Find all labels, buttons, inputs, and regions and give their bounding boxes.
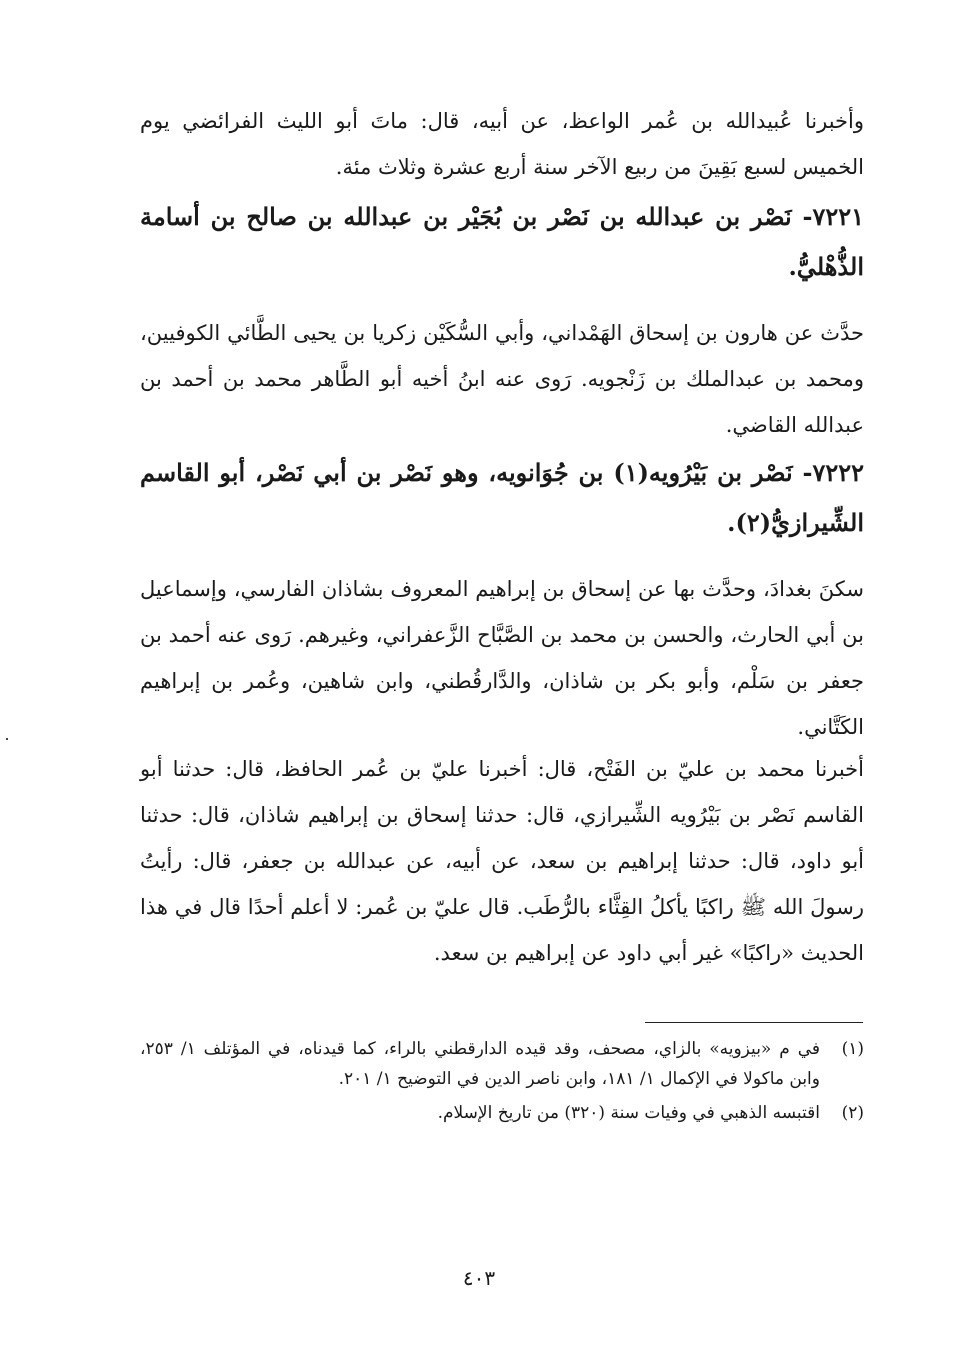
paragraph-death-report: وأخبرنا عُبيدالله بن عُمر الواعظ، عن أبيه، قال: ماتَ أبو الليث الفرائضي يوم الخميس لسبع بَقِينَ من ربيع الآخر سنة أربع عشرة وثلاث مئة. [140, 109, 864, 179]
footnote-separator [645, 1022, 863, 1023]
paragraph-entry-7222-body: سكنَ بغدادَ، وحدَّث بها عن إسحاق بن إبراهيم المعروف بشاذان الفارسي، وإسماعيل بن أبي الحارث، والحسن بن محمد بن الصَّبَّاح الزَّعفراني، وغيرهم. رَوى عنه أحمد بن جعفر بن سَلْم، وأبو بكر بن شاذان، والدَّارقُطني، وابن شاهين، وعُمر بن إبراهيم الكَتَّاني. [140, 577, 864, 739]
margin-mark [6, 738, 8, 740]
footnote-2-text: اقتبسه الذهبي في وفيات سنة (٣٢٠) من تاريخ الإسلام. [437, 1103, 820, 1123]
footnote-2-number: (٢) [841, 1103, 864, 1123]
paragraph-entry-7221-body: حدَّث عن هارون بن إسحاق الهَمْداني، وأبي السُّكَيْن زكريا بن يحيى الطَّائي الكوفيين، ومحمد بن عبدالملك بن زَنْجويه. رَوى عنه ابنُ أخيه أبو الطَّاهر محمد بن أحمد بن عبدالله القاضي. [140, 321, 864, 437]
page-number: ٤٠٣ [462, 1266, 496, 1290]
footnote-1-number: (١) [841, 1039, 864, 1059]
entry-heading-7221: ٧٢٢١- نَصْر بن عبدالله بن نَصْر بن بُجَيْر بن عبدالله بن صالح بن أسامة الذُّهْليُّ. [140, 202, 864, 281]
paragraph-hadith-report: أخبرنا محمد بن عليّ بن الفَتْح، قال: أخبرنا عليّ بن عُمر الحافظ، قال: حدثنا أبو القاسم نَصْر بن بَيْرُويه الشِّيرازي، قال: حدثنا إسحاق بن إبراهيم شاذان، قال: حدثنا أبو داود، قال: حدثنا إبراهيم بن سعد، عن أبيه، عن عبدالله بن جعفر، قال: رأيتُ رسولَ الله ﷺ راكبًا يأكلُ القِثَّاء بالرُّطَب. قال عليّ بن عُمر: لا أعلم أحدًا قال في هذا الحديث «راكبًا» غير أبي داود عن إبراهيم بن سعد. [140, 757, 864, 965]
entry-heading-7222: ٧٢٢٢- نَصْر بن بَيْرُويه(١) بن جُوَانويه، وهو نَصْر بن أبي نَصْر، أبو القاسم الشِّيرازيُّ(٢). [140, 458, 864, 537]
footnote-1 [140, 1034, 864, 1094]
footnotes [140, 1034, 864, 1132]
footnote-2 [140, 1098, 864, 1128]
footnote-1-text: في م «بيزويه» بالزاي، مصحف، وقد قيده الدارقطني بالراء، كما قيدناه، في المؤتلف ١/ ٢٥٣، وابن ماكولا في الإكمال ١/ ١٨١، وابن ناصر الدين في التوضيح ١/ ٢٠١. [140, 1039, 820, 1089]
